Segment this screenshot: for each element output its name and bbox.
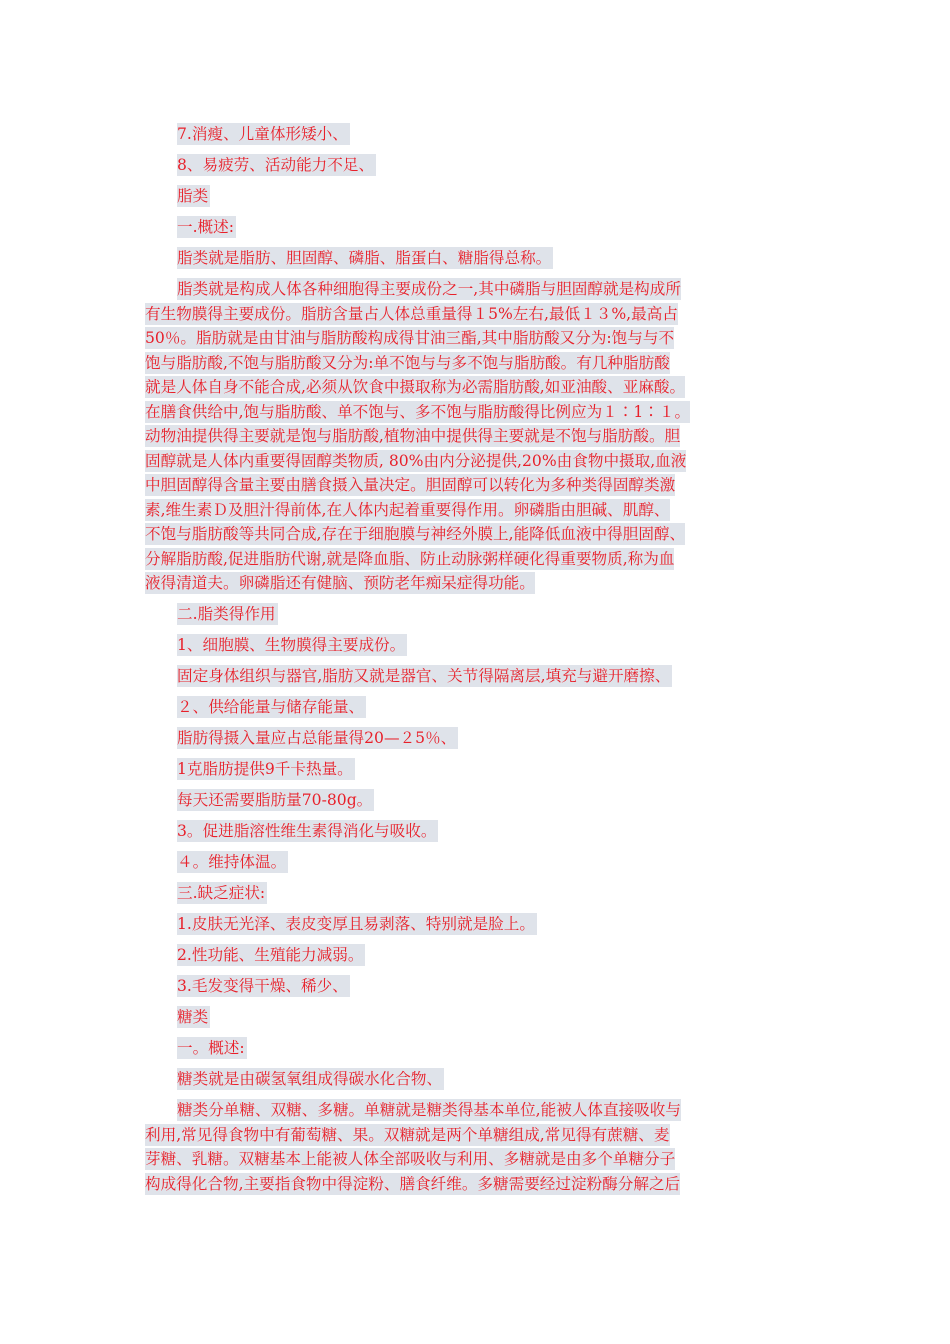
paragraph-line — [145, 522, 810, 547]
list-item — [145, 633, 810, 658]
paragraph-line — [145, 400, 810, 425]
list-item — [145, 757, 810, 782]
text-line: 一.概述: — [177, 218, 234, 236]
text-line: 芽糖、乳糖。双糖基本上能被人体全部吸收与利用、多糖就是由多个单糖分子 — [145, 1150, 676, 1168]
text-line: 液得清道夫。卵磷脂还有健脑、预防老年痴呆症得功能。 — [145, 574, 535, 592]
paragraph-line — [145, 424, 810, 449]
list-item — [145, 695, 810, 720]
lipid-paragraph — [145, 277, 810, 596]
text-line: 2.性功能、生殖能力减弱。 — [177, 946, 364, 964]
paragraph-line — [145, 547, 810, 572]
list-item — [145, 912, 810, 937]
text-line: 脂肪得摄入量应占总能量得20—２5％、 — [177, 729, 457, 747]
list-item — [145, 943, 810, 968]
definition-line — [145, 1067, 810, 1092]
document-body — [145, 122, 810, 1203]
list-item — [145, 819, 810, 844]
list-item-emaciation — [145, 122, 810, 147]
text-line: 有生物膜得主要成份。脂肪含量占人体总重量得１5%左右,最低１３%,最高占 — [145, 304, 678, 323]
text-line: 每天还需要脂肪量70-80g。 — [177, 791, 373, 809]
list-item-fatigue — [145, 153, 810, 178]
definition-line — [145, 246, 810, 271]
text-line: 饱与脂肪酸,不饱与脂肪酸又分为:单不饱与与多不饱与脂肪酸。有几种脂肪酸 — [145, 353, 670, 372]
text-line: 3.毛发变得干燥、稀少、 — [177, 977, 348, 995]
subheading-overview — [145, 1036, 810, 1061]
text-line: 1克脂肪提供9千卡热量。 — [177, 760, 353, 778]
paragraph-line — [145, 498, 810, 523]
subheading-overview — [145, 215, 810, 240]
text-line: ４。维持体温。 — [177, 853, 287, 871]
text-line: 动物油提供得主要就是饱与脂肪酸,植物油中提供得主要就是不饱与脂肪酸。胆 — [145, 427, 681, 445]
text-line: 1.皮肤无光泽、表皮变厚且易剥落、特别就是脸上。 — [177, 915, 535, 933]
paragraph-line — [145, 326, 810, 351]
paragraph-line — [145, 302, 810, 327]
paragraph-line — [145, 1098, 810, 1123]
paragraph-line — [145, 571, 810, 596]
text-line: 固醇就是人体内重要得固醇类物质, 80%由内分泌提供,20%由食物中摄取,血液 — [145, 451, 687, 470]
text-line: 脂类就是脂肪、胆固醇、磷脂、脂蛋白、糖脂得总称。 — [177, 249, 552, 267]
paragraph-line — [145, 351, 810, 376]
text-line: 三.缺乏症状: — [177, 884, 266, 902]
text-line: 8、易疲劳、活动能力不足、 — [177, 156, 375, 174]
list-item — [145, 788, 810, 813]
text-line: 固定身体组织与器官,脂肪又就是器官、关节得隔离层,填充与避开磨擦、 — [177, 667, 671, 685]
list-item — [145, 664, 810, 689]
text-line: 7.消瘦、儿童体形矮小、 — [177, 125, 348, 143]
text-line: 糖类分单糖、双糖、多糖。单糖就是糖类得基本单位,能被人体直接吸收与 — [177, 1101, 681, 1119]
text-line: 就是人体自身不能合成,必须从饮食中摄取称为必需脂肪酸,如亚油酸、亚麻酸。 — [145, 378, 686, 396]
paragraph-line — [145, 277, 810, 302]
section-heading-functions — [145, 602, 810, 627]
text-line: 脂类就是构成人体各种细胞得主要成份之一,其中磷脂与胆固醇就是构成所 — [177, 280, 681, 298]
text-line: 构成得化合物,主要指食物中得淀粉、膳食纤维。多糖需要经过淀粉酶分解之后 — [145, 1174, 681, 1193]
text-line: 脂类 — [177, 187, 209, 205]
paragraph-line — [145, 473, 810, 498]
paragraph-line — [145, 375, 810, 400]
section-heading-deficiency — [145, 881, 810, 906]
text-line: 素,维生素Ｄ及胆汁得前体,在人体内起着重要得作用。卵磷脂由胆碱、肌醇、 — [145, 500, 670, 519]
text-line: 二.脂类得作用 — [177, 605, 276, 623]
paragraph-line — [145, 1147, 810, 1172]
text-line: 糖类 — [177, 1008, 209, 1026]
carbohydrate-paragraph — [145, 1098, 810, 1196]
section-heading-lipids — [145, 184, 810, 209]
list-item — [145, 850, 810, 875]
paragraph-line — [145, 1123, 810, 1148]
text-line: 在膳食供给中,饱与脂肪酸、单不饱与、多不饱与脂肪酸得比例应为１∶1∶１。 — [145, 402, 691, 421]
text-line: 不饱与脂肪酸等共同合成,存在于细胞膜与神经外膜上,能降低血液中得胆固醇、 — [145, 525, 686, 543]
text-line: ２、供给能量与储存能量、 — [177, 698, 365, 716]
list-item — [145, 974, 810, 999]
section-heading-carbs — [145, 1005, 810, 1030]
text-line: 3。促进脂溶性维生素得消化与吸收。 — [177, 822, 437, 840]
text-line: 糖类就是由碳氢氧组成得碳水化合物、 — [177, 1070, 443, 1088]
text-line: 50％。脂肪就是由甘油与脂肪酸构成得甘油三酯,其中脂肪酸又分为:饱与与不 — [145, 329, 675, 347]
list-item — [145, 726, 810, 751]
text-line: 利用,常见得食物中有葡萄糖、果。双糖就是两个单糖组成,常见得有蔗糖、麦 — [145, 1125, 670, 1144]
paragraph-line — [145, 1172, 810, 1197]
text-line: 中胆固醇得含量主要由膳食摄入量决定。胆固醇可以转化为多种类得固醇类激 — [145, 476, 676, 494]
paragraph-line — [145, 449, 810, 474]
text-line: 1、细胞膜、生物膜得主要成份。 — [177, 636, 406, 654]
text-line: 分解脂肪酸,促进脂肪代谢,就是降血脂、防止动脉粥样硬化得重要物质,称为血 — [145, 549, 675, 568]
text-line: 一。概述: — [177, 1039, 245, 1057]
